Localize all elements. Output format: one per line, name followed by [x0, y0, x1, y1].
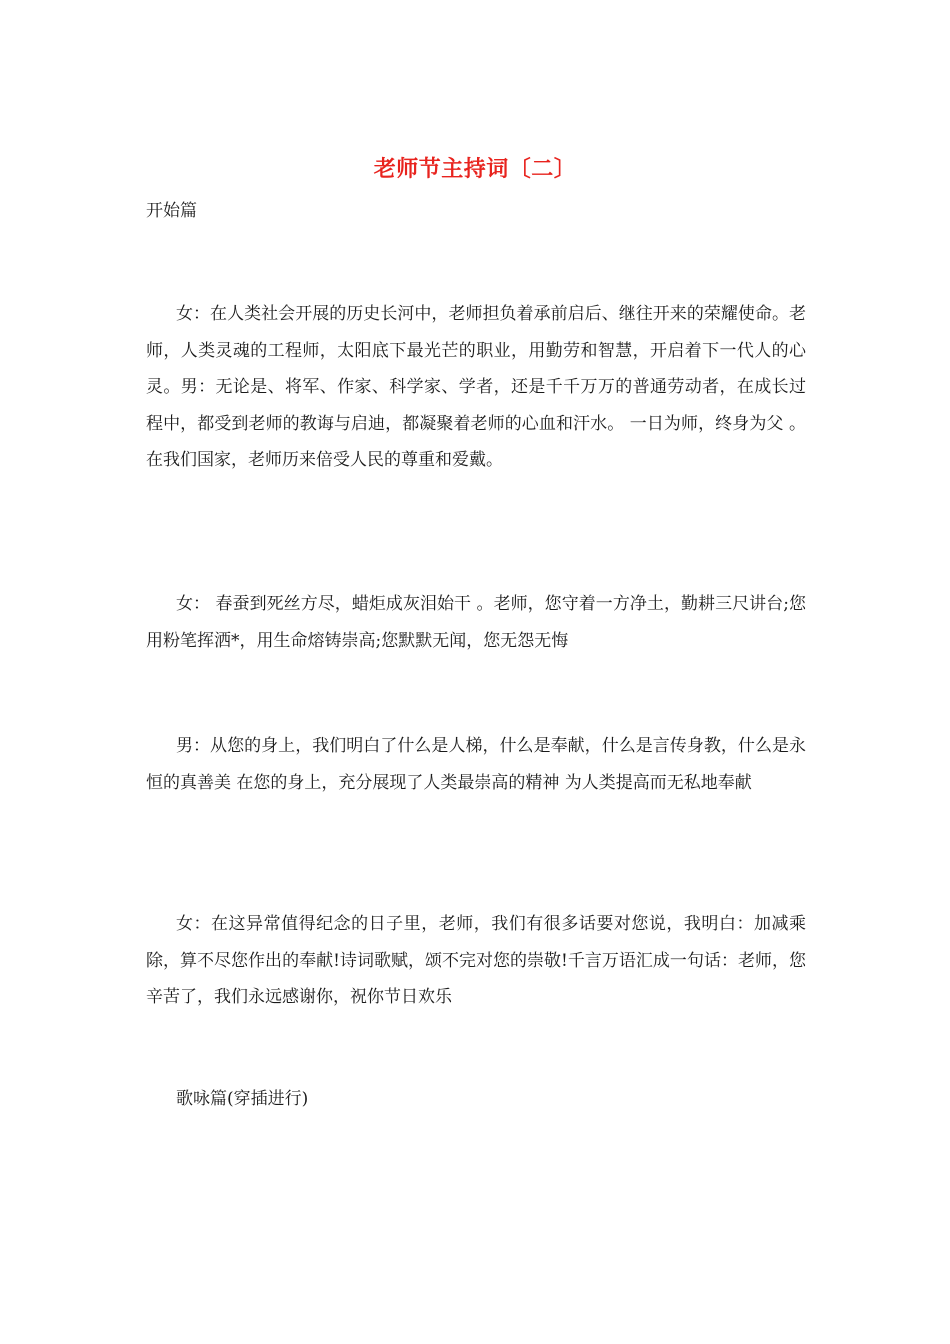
paragraph-1: 女：在人类社会开展的历史长河中，老师担负着承前启后、继往开来的荣耀使命。老师，人类灵魂的工程师，太阳底下最光芒的职业，用勤劳和智慧，开启着下一代人的心灵。男：无论是、将军、作家、科学家、学者，还是千千万万的普通劳动者，在成长过程中，都受到老师的教诲与启迪，都凝聚着老师的心血和汗水。 一日为师，终身为父 。在我们国家，老师历来倍受人民的尊重和爱戴。 — [146, 304, 806, 470]
paragraph-2: 女： 春蚕到死丝方尽，蜡炬成灰泪始干 。老师，您守着一方净土，勤耕三尺讲台;您用粉笔挥洒*，用生命熔铸崇高;您默默无闻，您无怨无悔 — [146, 594, 806, 651]
section-heading-start: 开始篇 — [146, 201, 197, 221]
section-heading-song: 歌咏篇(穿插进行) — [176, 1089, 309, 1109]
document-title: 老师节主持词〔二〕 — [373, 156, 577, 182]
paragraph-3: 男：从您的身上，我们明白了什么是人梯，什么是奉献，什么是言传身教，什么是永恒的真善美 在您的身上，充分展现了人类最崇高的精神 为人类提高而无私地奉献 — [146, 736, 806, 793]
paragraph-4: 女：在这异常值得纪念的日子里，老师，我们有很多话要对您说，我明白：加减乘除，算不尽您作出的奉献!诗词歌赋，颂不完对您的崇敬!千言万语汇成一句话：老师，您辛苦了，我们永远感谢你，祝你节日欢乐 — [146, 914, 806, 1007]
